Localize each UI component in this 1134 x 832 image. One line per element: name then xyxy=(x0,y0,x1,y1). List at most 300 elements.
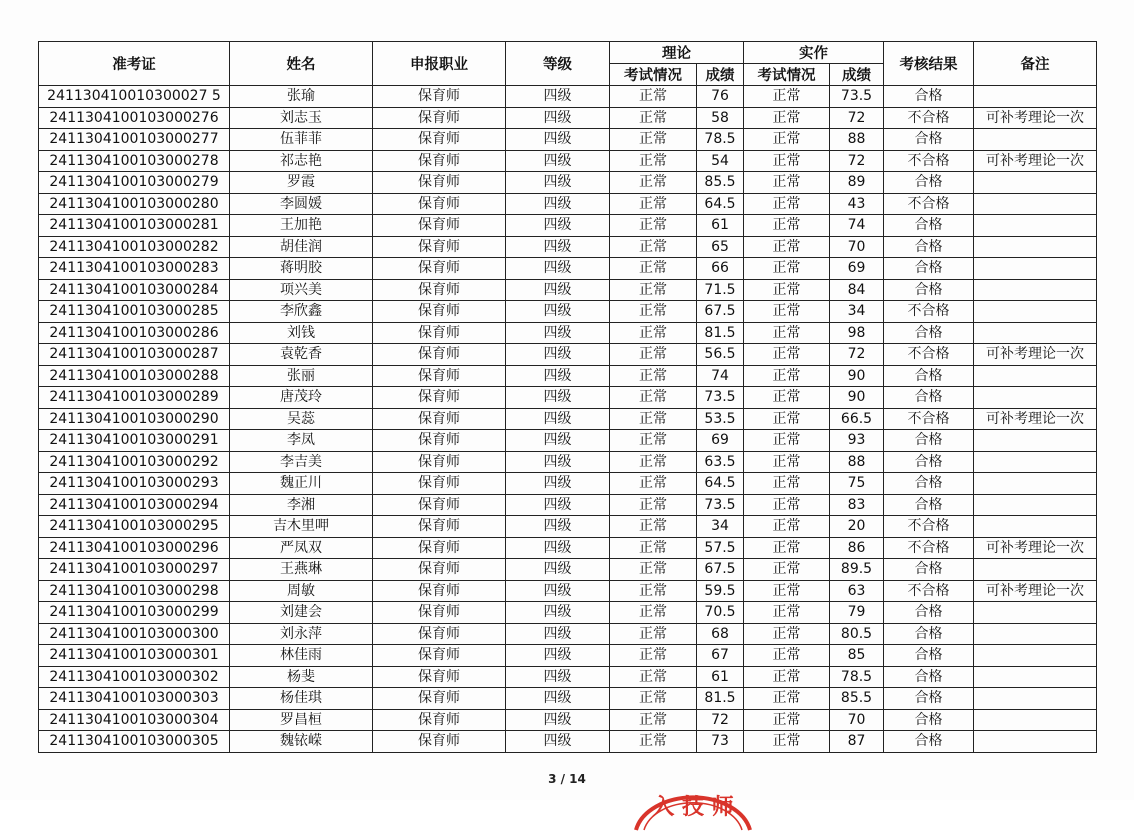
remarks-cell: 可补考理论一次 xyxy=(974,408,1097,430)
name-cell: 李凤 xyxy=(230,430,373,452)
theory-status-cell: 正常 xyxy=(610,322,697,344)
level-cell: 四级 xyxy=(506,623,610,645)
practical-score-cell: 87 xyxy=(830,731,884,753)
table-row xyxy=(39,666,1097,688)
practical-status-cell: 正常 xyxy=(744,129,830,151)
practical-score-cell: 69 xyxy=(830,258,884,280)
occupation-cell: 保育师 xyxy=(373,107,506,129)
official-seal-stamp xyxy=(628,772,758,832)
table-row xyxy=(39,172,1097,194)
table-row xyxy=(39,107,1097,129)
theory-score-cell: 73.5 xyxy=(697,494,744,516)
result-cell: 合格 xyxy=(884,494,974,516)
theory-status-cell: 正常 xyxy=(610,580,697,602)
occupation-cell: 保育师 xyxy=(373,150,506,172)
theory-score-cell: 67 xyxy=(697,645,744,667)
practical-score-cell: 74 xyxy=(830,215,884,237)
practical-status-cell: 正常 xyxy=(744,731,830,753)
result-cell: 不合格 xyxy=(884,193,974,215)
result-cell: 不合格 xyxy=(884,107,974,129)
practical-score-cell: 73.5 xyxy=(830,86,884,108)
theory-status-cell: 正常 xyxy=(610,666,697,688)
exam-id-cell: 2411304100103000297 xyxy=(39,559,230,581)
theory-score-cell: 53.5 xyxy=(697,408,744,430)
result-cell: 合格 xyxy=(884,602,974,624)
level-cell: 四级 xyxy=(506,279,610,301)
level-cell: 四级 xyxy=(506,258,610,280)
practical-score-cell: 72 xyxy=(830,107,884,129)
exam-id-cell: 2411304100103000305 xyxy=(39,731,230,753)
theory-score-cell: 72 xyxy=(697,709,744,731)
practical-status-cell: 正常 xyxy=(744,236,830,258)
occupation-cell: 保育师 xyxy=(373,473,506,495)
table-row xyxy=(39,150,1097,172)
exam-id-cell: 2411304100103000298 xyxy=(39,580,230,602)
practical-status-cell: 正常 xyxy=(744,215,830,237)
name-cell: 项兴美 xyxy=(230,279,373,301)
table-row xyxy=(39,408,1097,430)
name-cell: 杨佳琪 xyxy=(230,688,373,710)
col-header-theory: 理论 xyxy=(610,42,744,64)
theory-score-cell: 74 xyxy=(697,365,744,387)
occupation-cell: 保育师 xyxy=(373,365,506,387)
name-cell: 张瑜 xyxy=(230,86,373,108)
exam-id-cell: 2411304100103000279 xyxy=(39,172,230,194)
col-header-practical: 实作 xyxy=(744,42,884,64)
name-cell: 李欣鑫 xyxy=(230,301,373,323)
table-row xyxy=(39,602,1097,624)
name-cell: 吴蕊 xyxy=(230,408,373,430)
name-cell: 伍菲菲 xyxy=(230,129,373,151)
table-row xyxy=(39,279,1097,301)
table-row xyxy=(39,731,1097,753)
name-cell: 周敏 xyxy=(230,580,373,602)
name-cell: 杨斐 xyxy=(230,666,373,688)
table-row xyxy=(39,236,1097,258)
practical-score-cell: 79 xyxy=(830,602,884,624)
practical-score-cell: 20 xyxy=(830,516,884,538)
table-row xyxy=(39,322,1097,344)
occupation-cell: 保育师 xyxy=(373,301,506,323)
level-cell: 四级 xyxy=(506,129,610,151)
theory-status-cell: 正常 xyxy=(610,408,697,430)
exam-id-cell: 2411304100103000283 xyxy=(39,258,230,280)
name-cell: 魏铱嵘 xyxy=(230,731,373,753)
occupation-cell: 保育师 xyxy=(373,86,506,108)
theory-score-cell: 78.5 xyxy=(697,129,744,151)
level-cell: 四级 xyxy=(506,516,610,538)
occupation-cell: 保育师 xyxy=(373,430,506,452)
remarks-cell xyxy=(974,129,1097,151)
name-cell: 魏正川 xyxy=(230,473,373,495)
exam-id-cell: 2411304100103000294 xyxy=(39,494,230,516)
name-cell: 罗昌桓 xyxy=(230,709,373,731)
theory-status-cell: 正常 xyxy=(610,301,697,323)
theory-status-cell: 正常 xyxy=(610,365,697,387)
level-cell: 四级 xyxy=(506,645,610,667)
practical-status-cell: 正常 xyxy=(744,193,830,215)
level-cell: 四级 xyxy=(506,451,610,473)
name-cell: 王燕琳 xyxy=(230,559,373,581)
practical-score-cell: 89 xyxy=(830,172,884,194)
occupation-cell: 保育师 xyxy=(373,688,506,710)
theory-status-cell: 正常 xyxy=(610,645,697,667)
occupation-cell: 保育师 xyxy=(373,494,506,516)
remarks-cell xyxy=(974,709,1097,731)
remarks-cell xyxy=(974,494,1097,516)
theory-score-cell: 61 xyxy=(697,666,744,688)
name-cell: 李湘 xyxy=(230,494,373,516)
col-header-theory-score: 成绩 xyxy=(697,64,744,86)
exam-id-cell: 241130410010300027 5 xyxy=(39,86,230,108)
name-cell: 袁乾香 xyxy=(230,344,373,366)
occupation-cell: 保育师 xyxy=(373,193,506,215)
practical-score-cell: 34 xyxy=(830,301,884,323)
theory-score-cell: 64.5 xyxy=(697,193,744,215)
occupation-cell: 保育师 xyxy=(373,258,506,280)
exam-id-cell: 2411304100103000284 xyxy=(39,279,230,301)
practical-status-cell: 正常 xyxy=(744,279,830,301)
seal-text: 入 技 师 xyxy=(652,794,734,820)
practical-score-cell: 70 xyxy=(830,709,884,731)
practical-status-cell: 正常 xyxy=(744,344,830,366)
table-row xyxy=(39,580,1097,602)
name-cell: 严凤双 xyxy=(230,537,373,559)
remarks-cell xyxy=(974,172,1097,194)
practical-score-cell: 43 xyxy=(830,193,884,215)
occupation-cell: 保育师 xyxy=(373,129,506,151)
exam-results-table xyxy=(38,41,1097,753)
theory-status-cell: 正常 xyxy=(610,172,697,194)
name-cell: 罗霞 xyxy=(230,172,373,194)
theory-score-cell: 54 xyxy=(697,150,744,172)
name-cell: 蒋明胶 xyxy=(230,258,373,280)
theory-status-cell: 正常 xyxy=(610,602,697,624)
result-cell: 不合格 xyxy=(884,516,974,538)
occupation-cell: 保育师 xyxy=(373,602,506,624)
theory-status-cell: 正常 xyxy=(610,86,697,108)
practical-status-cell: 正常 xyxy=(744,301,830,323)
level-cell: 四级 xyxy=(506,537,610,559)
result-cell: 合格 xyxy=(884,129,974,151)
table-row xyxy=(39,645,1097,667)
result-cell: 合格 xyxy=(884,215,974,237)
theory-status-cell: 正常 xyxy=(610,430,697,452)
practical-score-cell: 93 xyxy=(830,430,884,452)
table-body xyxy=(39,86,1097,753)
exam-id-cell: 2411304100103000303 xyxy=(39,688,230,710)
result-cell: 合格 xyxy=(884,430,974,452)
level-cell: 四级 xyxy=(506,344,610,366)
col-header-occupation: 申报职业 xyxy=(373,42,506,86)
col-header-practical-score: 成绩 xyxy=(830,64,884,86)
table-row xyxy=(39,301,1097,323)
occupation-cell: 保育师 xyxy=(373,172,506,194)
practical-status-cell: 正常 xyxy=(744,387,830,409)
remarks-cell: 可补考理论一次 xyxy=(974,344,1097,366)
col-header-practical-status: 考试情况 xyxy=(744,64,830,86)
result-cell: 不合格 xyxy=(884,537,974,559)
practical-status-cell: 正常 xyxy=(744,430,830,452)
level-cell: 四级 xyxy=(506,688,610,710)
practical-status-cell: 正常 xyxy=(744,688,830,710)
occupation-cell: 保育师 xyxy=(373,344,506,366)
exam-id-cell: 2411304100103000290 xyxy=(39,408,230,430)
level-cell: 四级 xyxy=(506,301,610,323)
practical-score-cell: 72 xyxy=(830,344,884,366)
remarks-cell: 可补考理论一次 xyxy=(974,107,1097,129)
name-cell: 王加艳 xyxy=(230,215,373,237)
result-cell: 不合格 xyxy=(884,150,974,172)
table-row xyxy=(39,516,1097,538)
theory-score-cell: 57.5 xyxy=(697,537,744,559)
theory-score-cell: 63.5 xyxy=(697,451,744,473)
occupation-cell: 保育师 xyxy=(373,537,506,559)
occupation-cell: 保育师 xyxy=(373,451,506,473)
theory-score-cell: 64.5 xyxy=(697,473,744,495)
practical-score-cell: 66.5 xyxy=(830,408,884,430)
remarks-cell xyxy=(974,602,1097,624)
practical-score-cell: 75 xyxy=(830,473,884,495)
level-cell: 四级 xyxy=(506,322,610,344)
practical-status-cell: 正常 xyxy=(744,86,830,108)
table-row xyxy=(39,365,1097,387)
theory-status-cell: 正常 xyxy=(610,559,697,581)
practical-score-cell: 88 xyxy=(830,451,884,473)
result-cell: 合格 xyxy=(884,172,974,194)
remarks-cell xyxy=(974,387,1097,409)
name-cell: 刘钱 xyxy=(230,322,373,344)
level-cell: 四级 xyxy=(506,666,610,688)
name-cell: 刘建会 xyxy=(230,602,373,624)
practical-status-cell: 正常 xyxy=(744,258,830,280)
table-row xyxy=(39,86,1097,108)
result-cell: 合格 xyxy=(884,258,974,280)
result-cell: 不合格 xyxy=(884,408,974,430)
result-cell: 不合格 xyxy=(884,580,974,602)
result-cell: 合格 xyxy=(884,365,974,387)
table-row xyxy=(39,193,1097,215)
theory-status-cell: 正常 xyxy=(610,709,697,731)
result-cell: 合格 xyxy=(884,623,974,645)
theory-status-cell: 正常 xyxy=(610,473,697,495)
practical-score-cell: 90 xyxy=(830,365,884,387)
result-cell: 合格 xyxy=(884,451,974,473)
theory-score-cell: 73 xyxy=(697,731,744,753)
remarks-cell xyxy=(974,666,1097,688)
theory-score-cell: 81.5 xyxy=(697,688,744,710)
table-row xyxy=(39,473,1097,495)
result-cell: 合格 xyxy=(884,236,974,258)
table-row xyxy=(39,344,1097,366)
exam-id-cell: 2411304100103000304 xyxy=(39,709,230,731)
result-cell: 合格 xyxy=(884,322,974,344)
occupation-cell: 保育师 xyxy=(373,645,506,667)
occupation-cell: 保育师 xyxy=(373,516,506,538)
practical-status-cell: 正常 xyxy=(744,666,830,688)
occupation-cell: 保育师 xyxy=(373,408,506,430)
level-cell: 四级 xyxy=(506,150,610,172)
table-row xyxy=(39,430,1097,452)
practical-status-cell: 正常 xyxy=(744,494,830,516)
exam-id-cell: 2411304100103000293 xyxy=(39,473,230,495)
level-cell: 四级 xyxy=(506,365,610,387)
name-cell: 刘永萍 xyxy=(230,623,373,645)
name-cell: 张丽 xyxy=(230,365,373,387)
name-cell: 李圆媛 xyxy=(230,193,373,215)
page-number: 3 / 14 xyxy=(548,772,586,786)
exam-id-cell: 2411304100103000277 xyxy=(39,129,230,151)
level-cell: 四级 xyxy=(506,731,610,753)
practical-score-cell: 88 xyxy=(830,129,884,151)
theory-status-cell: 正常 xyxy=(610,236,697,258)
table-row xyxy=(39,623,1097,645)
level-cell: 四级 xyxy=(506,602,610,624)
level-cell: 四级 xyxy=(506,86,610,108)
level-cell: 四级 xyxy=(506,107,610,129)
exam-id-cell: 2411304100103000289 xyxy=(39,387,230,409)
theory-status-cell: 正常 xyxy=(610,215,697,237)
result-cell: 不合格 xyxy=(884,301,974,323)
exam-id-cell: 2411304100103000287 xyxy=(39,344,230,366)
remarks-cell xyxy=(974,516,1097,538)
table-row xyxy=(39,688,1097,710)
theory-status-cell: 正常 xyxy=(610,537,697,559)
theory-score-cell: 71.5 xyxy=(697,279,744,301)
level-cell: 四级 xyxy=(506,408,610,430)
practical-score-cell: 86 xyxy=(830,537,884,559)
remarks-cell xyxy=(974,365,1097,387)
practical-status-cell: 正常 xyxy=(744,537,830,559)
name-cell: 刘志玉 xyxy=(230,107,373,129)
occupation-cell: 保育师 xyxy=(373,215,506,237)
occupation-cell: 保育师 xyxy=(373,580,506,602)
occupation-cell: 保育师 xyxy=(373,559,506,581)
practical-status-cell: 正常 xyxy=(744,408,830,430)
level-cell: 四级 xyxy=(506,709,610,731)
level-cell: 四级 xyxy=(506,559,610,581)
remarks-cell xyxy=(974,258,1097,280)
practical-score-cell: 70 xyxy=(830,236,884,258)
theory-status-cell: 正常 xyxy=(610,731,697,753)
exam-id-cell: 2411304100103000280 xyxy=(39,193,230,215)
practical-status-cell: 正常 xyxy=(744,172,830,194)
theory-status-cell: 正常 xyxy=(610,258,697,280)
level-cell: 四级 xyxy=(506,387,610,409)
result-cell: 不合格 xyxy=(884,344,974,366)
practical-status-cell: 正常 xyxy=(744,580,830,602)
name-cell: 唐茂玲 xyxy=(230,387,373,409)
occupation-cell: 保育师 xyxy=(373,666,506,688)
table-row xyxy=(39,709,1097,731)
practical-status-cell: 正常 xyxy=(744,709,830,731)
practical-score-cell: 85 xyxy=(830,645,884,667)
theory-score-cell: 34 xyxy=(697,516,744,538)
exam-id-cell: 2411304100103000286 xyxy=(39,322,230,344)
theory-status-cell: 正常 xyxy=(610,279,697,301)
practical-score-cell: 63 xyxy=(830,580,884,602)
practical-score-cell: 85.5 xyxy=(830,688,884,710)
practical-score-cell: 83 xyxy=(830,494,884,516)
theory-score-cell: 85.5 xyxy=(697,172,744,194)
theory-status-cell: 正常 xyxy=(610,107,697,129)
remarks-cell xyxy=(974,279,1097,301)
practical-score-cell: 98 xyxy=(830,322,884,344)
level-cell: 四级 xyxy=(506,236,610,258)
occupation-cell: 保育师 xyxy=(373,236,506,258)
theory-status-cell: 正常 xyxy=(610,451,697,473)
table-row xyxy=(39,215,1097,237)
practical-status-cell: 正常 xyxy=(744,451,830,473)
exam-id-cell: 2411304100103000300 xyxy=(39,623,230,645)
result-cell: 合格 xyxy=(884,559,974,581)
theory-score-cell: 59.5 xyxy=(697,580,744,602)
result-cell: 合格 xyxy=(884,473,974,495)
remarks-cell xyxy=(974,86,1097,108)
exam-id-cell: 2411304100103000281 xyxy=(39,215,230,237)
practical-score-cell: 80.5 xyxy=(830,623,884,645)
level-cell: 四级 xyxy=(506,430,610,452)
theory-score-cell: 81.5 xyxy=(697,322,744,344)
remarks-cell: 可补考理论一次 xyxy=(974,580,1097,602)
theory-status-cell: 正常 xyxy=(610,344,697,366)
practical-score-cell: 84 xyxy=(830,279,884,301)
exam-id-cell: 2411304100103000295 xyxy=(39,516,230,538)
theory-status-cell: 正常 xyxy=(610,150,697,172)
theory-score-cell: 58 xyxy=(697,107,744,129)
theory-status-cell: 正常 xyxy=(610,516,697,538)
practical-status-cell: 正常 xyxy=(744,602,830,624)
exam-id-cell: 2411304100103000278 xyxy=(39,150,230,172)
remarks-cell xyxy=(974,236,1097,258)
practical-status-cell: 正常 xyxy=(744,322,830,344)
col-header-exam-id: 准考证 xyxy=(39,42,230,86)
result-cell: 合格 xyxy=(884,645,974,667)
table-row xyxy=(39,451,1097,473)
col-header-level: 等级 xyxy=(506,42,610,86)
result-cell: 合格 xyxy=(884,666,974,688)
level-cell: 四级 xyxy=(506,494,610,516)
practical-status-cell: 正常 xyxy=(744,645,830,667)
exam-id-cell: 2411304100103000285 xyxy=(39,301,230,323)
theory-score-cell: 76 xyxy=(697,86,744,108)
theory-score-cell: 69 xyxy=(697,430,744,452)
theory-status-cell: 正常 xyxy=(610,387,697,409)
name-cell: 李吉美 xyxy=(230,451,373,473)
theory-status-cell: 正常 xyxy=(610,494,697,516)
remarks-cell: 可补考理论一次 xyxy=(974,537,1097,559)
table-row xyxy=(39,387,1097,409)
result-cell: 合格 xyxy=(884,279,974,301)
occupation-cell: 保育师 xyxy=(373,387,506,409)
theory-score-cell: 67.5 xyxy=(697,301,744,323)
occupation-cell: 保育师 xyxy=(373,279,506,301)
col-header-name: 姓名 xyxy=(230,42,373,86)
practical-status-cell: 正常 xyxy=(744,107,830,129)
remarks-cell xyxy=(974,451,1097,473)
table-row xyxy=(39,494,1097,516)
remarks-cell xyxy=(974,645,1097,667)
table-row xyxy=(39,258,1097,280)
remarks-cell xyxy=(974,430,1097,452)
result-cell: 合格 xyxy=(884,387,974,409)
theory-status-cell: 正常 xyxy=(610,623,697,645)
occupation-cell: 保育师 xyxy=(373,709,506,731)
practical-status-cell: 正常 xyxy=(744,623,830,645)
exam-id-cell: 2411304100103000291 xyxy=(39,430,230,452)
theory-score-cell: 68 xyxy=(697,623,744,645)
level-cell: 四级 xyxy=(506,215,610,237)
